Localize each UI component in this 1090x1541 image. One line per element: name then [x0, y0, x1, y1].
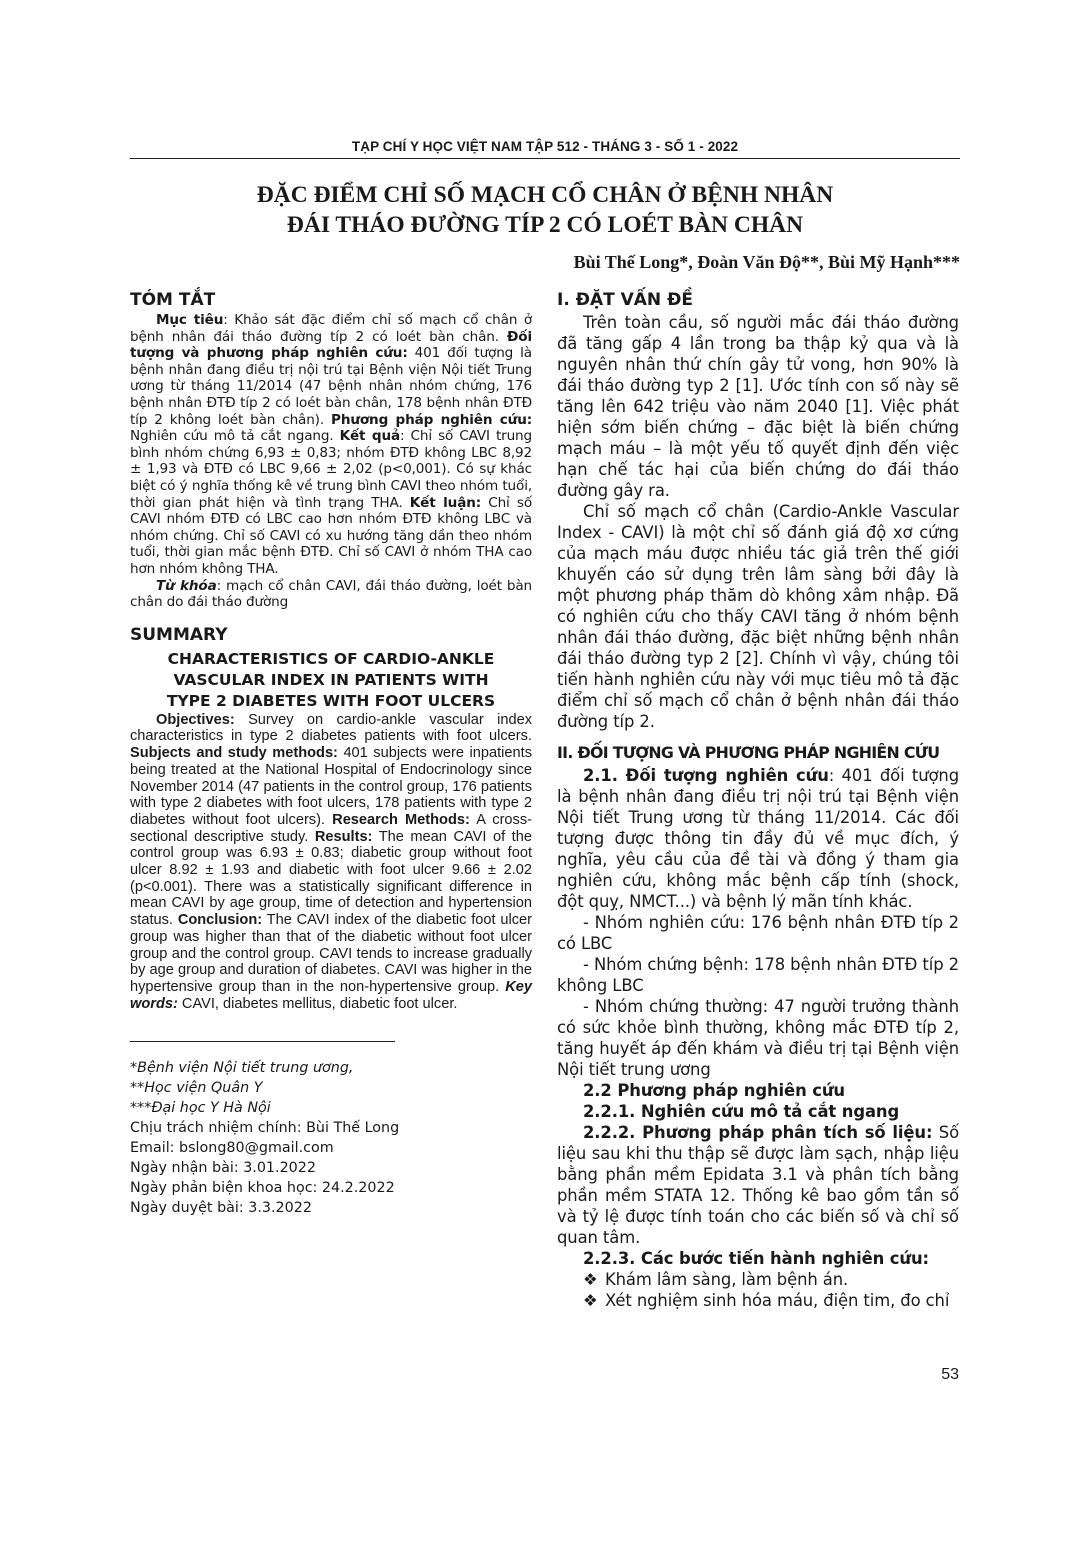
methods-label: Phương pháp nghiên cứu: — [331, 411, 533, 428]
section-2-heading: II. ĐỐI TƯỢNG VÀ PHƯƠNG PHÁP NGHIÊN CỨU — [557, 743, 940, 762]
summary-heading: SUMMARY — [130, 624, 228, 645]
summary-paragraph — [130, 712, 532, 1013]
diamond-bullet-icon: ❖ — [583, 1291, 598, 1310]
article-title — [130, 180, 960, 240]
diamond-bullet-icon: ❖ — [583, 1270, 598, 1289]
subjects-text: 401 đối tượng là bệnh nhân đang điều trị nội trú tại Bệnh viện Nội tiết Trung ương từ tháng 11/2014 (47 bệnh nhân nhóm chứng, 176 bệnh nhân ĐTĐ típ 2 có loét bàn chân, 178 bệnh nhân ĐTĐ típ 2 không loét bàn chân). — [130, 345, 532, 428]
section-1-paragraph-1: Trên toàn cầu, số người mắc đái tháo đường đã tăng gấp 4 lần trong ba thập kỷ qua và là nguyên nhân thứ chín gây tử vong, hơn 90% là đái tháo đường typ 2 [1]. Ước tính con số này sẽ tăng lên 642 triệu vào năm 2040 [1]. Việc phát hiện sớm biến chứng – đặc biệt là biến chứng mạch máu – là một yếu tố quyết định đến việc hạn chế tác hại của biến chứng do đái tháo đường gây ra. — [557, 313, 959, 500]
summary-title — [130, 649, 532, 712]
methods-text: Nghiên cứu mô tả cắt ngang. — [130, 428, 334, 445]
keywords-en-text: CAVI, diabetes mellitus, diabetic foot ulcer. — [177, 995, 458, 1012]
keywords-vi-paragraph — [130, 578, 532, 611]
step-2-text: Xét nghiệm sinh hóa máu, điện tim, đo chỉ — [605, 1291, 950, 1310]
step-bullet-2 — [557, 1290, 959, 1311]
objectives-text: Survey on cardio-ankle vascular index characteristics in type 2 diabetes patients with foot ulcers. — [130, 711, 532, 745]
step-1-text: Khám lâm sàng, làm bệnh án. — [605, 1270, 849, 1289]
keywords-vi-text: : mạch cổ chân CAVI, đái tháo đường, loét bàn chân do đái tháo đường — [130, 577, 532, 611]
section-2-1-text: : 401 đối tượng là bệnh nhân đang điều trị nội trú tại Bệnh viện Nội tiết Trung ương từ tháng 11/2014. Các đối tượng được thông tin đầy đủ về mục đích, ý nghĩa, yêu cầu của đề tài và đồng ý tham gia nghiên cứu, không mắc bệnh cấp tính (shock, đột quỵ, NMCT...) và bệnh lý mãn tính khác. — [557, 766, 959, 911]
results-label: Kết quả — [339, 428, 401, 445]
keywords-en-label: Key words: — [130, 978, 532, 1012]
email: Email: bslong80@gmail.com — [130, 1140, 334, 1157]
author-list: Bùi Thế Long*, Đoàn Văn Độ**, Bùi Mỹ Hạnh*** — [573, 252, 960, 272]
group-3-text: Nhóm chứng thường: 47 người trưởng thành có sức khỏe bình thường, không mắc ĐTĐ típ 2, tăng huyết áp đến khám và điều trị tại Bệnh viện Nội tiết trung ương — [557, 997, 959, 1079]
subjects-label: Đối tượng và phương pháp nghiên cứu: — [130, 328, 532, 362]
section-2-1-paragraph — [557, 765, 959, 912]
group-2-dash: - — [583, 955, 589, 974]
group-1-dash: - — [583, 913, 589, 932]
title-line-2: ĐÁI THÁO ĐƯỜNG TÍP 2 CÓ LOÉT BÀN CHÂN — [286, 212, 804, 238]
objective-label: Mục tiêu — [156, 312, 224, 328]
footnotes — [130, 1058, 532, 1218]
affiliation-2: **Học viện Quân Y — [130, 1080, 263, 1097]
reviewed-date: Ngày phản biện khoa học: 24.2.2022 — [130, 1180, 395, 1197]
abstract-vi-heading: TÓM TẮT — [130, 290, 216, 310]
keywords-vi-label: Từ khóa — [156, 577, 217, 594]
group-2-text: Nhóm chứng bệnh: 178 bệnh nhân ĐTĐ típ 2 không LBC — [557, 955, 959, 995]
objective-text: : Khảo sát đặc điểm chỉ số mạch cổ chân ở bệnh nhân đái tháo đường típ 2 có loét bàn chân. — [130, 312, 533, 345]
section-2-body — [557, 765, 959, 1311]
objectives-label: Objectives: — [156, 711, 235, 728]
conclusion-text: Chỉ số CAVI nhóm ĐTĐ có LBC cao hơn nhóm ĐTĐ không LBC và nhóm chứng. Chỉ số CAVI có xu hướng tăng dần theo nhóm tuổi, thời gian mắc bệnh ĐTĐ. Chỉ số CAVI ở nhóm THA cao hơn nhóm không THA. — [130, 494, 532, 577]
group-1-item — [557, 912, 959, 954]
page-number: 53 — [941, 1366, 959, 1383]
group-2-item — [557, 954, 959, 996]
summary-title-line-3: TYPE 2 DIABETES WITH FOOT ULCERS — [166, 691, 496, 710]
group-3-dash: - — [583, 997, 589, 1016]
section-2-2-2-text: Số liệu sau khi thu thập sẽ được làm sạch, nhập liệu bằng phần mềm Epidata 3.1 và phân tích bằng phần mềm STATA 12. Thống kê bao gồm tần số và tỷ lệ được tính toán cho các biến số và chỉ số quan tâm. — [557, 1123, 960, 1247]
section-2-2-heading: 2.2 Phương pháp nghiên cứu — [583, 1081, 845, 1100]
section-2-2-3-heading: 2.2.3. Các bước tiến hành nghiên cứu: — [583, 1249, 930, 1268]
methods-en-label: Research Methods: — [332, 811, 470, 828]
section-2-2-2-label: 2.2.2. Phương pháp phân tích số liệu: — [583, 1123, 933, 1142]
abstract-vi-body — [130, 312, 532, 611]
results-en-label: Results: — [314, 828, 373, 845]
summary-title-line-2: VASCULAR INDEX IN PATIENTS WITH — [173, 670, 489, 689]
header-rule — [130, 158, 960, 159]
accepted-date: Ngày duyệt bài: 3.3.2022 — [130, 1200, 312, 1217]
results-text: : Chỉ số CAVI trung bình nhóm chứng 6,93 ± 0,83; nhóm ĐTĐ không LBC 8,92 ± 1,93 và ĐTĐ có LBC 9,66 ± 2,02 (p<0,001). Có sự khác biệt có ý nghĩa thống kê về trung bình CAVI theo nhóm tuổi, thời gian phát hiện và tình trạng THA. — [130, 428, 532, 511]
section-2-2-2-paragraph — [557, 1122, 959, 1248]
received-date: Ngày nhận bài: 3.01.2022 — [130, 1160, 316, 1177]
summary-body — [130, 712, 532, 1013]
affiliation-1: *Bệnh viện Nội tiết trung ương, — [130, 1060, 354, 1077]
results-en-text: The mean CAVI of the control group was 6.93 ± 0.83; diabetic group without foot ulcer 8.92 ± 1.93 and diabetic with foot ulcer 9.66 ± 2.02 (p<0.001). There was a statistically significant difference in mean CAVI by age group, time of detection and hypertension status. — [130, 828, 532, 929]
affiliation-3: ***Đại học Y Hà Nội — [130, 1100, 271, 1117]
section-1-body — [557, 312, 959, 732]
group-1-text: Nhóm nghiên cứu: 176 bệnh nhân ĐTĐ típ 2 có LBC — [557, 913, 959, 953]
running-head: TẠP CHÍ Y HỌC VIỆT NAM TẬP 512 - THÁNG 3 - SỐ 1 - 2022 — [351, 139, 739, 154]
group-3-item — [557, 996, 959, 1080]
title-line-1: ĐẶC ĐIỂM CHỈ SỐ MẠCH CỔ CHÂN Ở BỆNH NHÂN — [256, 182, 834, 208]
footnote-rule — [130, 1041, 395, 1042]
step-bullet-1 — [557, 1269, 959, 1290]
conclusion-label: Kết luận: — [409, 494, 482, 511]
responsible-author: Chịu trách nhiệm chính: Bùi Thế Long — [130, 1120, 400, 1137]
section-1-paragraph-2: Chỉ số mạch cổ chân (Cardio-Ankle Vascular Index - CAVI) là một chỉ số đánh giá độ xơ cứng của mạch máu được nhiều tác giả trên thế giới khuyến cáo sử dụng trên lâm sàng bởi đây là một phương pháp thăm dò không xâm nhập. Đã có nghiên cứu cho thấy CAVI tăng ở nhóm bệnh nhân đái tháo đường, đặc biệt những bệnh nhân đái tháo đường typ 2 [2]. Chính vì vậy, chúng tôi tiến hành nghiên cứu này với mục tiêu mô tả đặc điểm chỉ số mạch cổ chân ở bệnh nhân đái tháo đường típ 2. — [557, 502, 959, 731]
methods-en-text: A cross-sectional descriptive study. — [130, 811, 532, 845]
subjects-en-text: 401 subjects were inpatients being treated at the National Hospital of Endocrinology since November 2014 (47 patients in the control group, 176 patients with type 2 diabetes with foot ulcers, 178 patients with type 2 diabetes without foot ulcers). — [130, 745, 532, 828]
left-column — [130, 288, 532, 1218]
right-column — [557, 288, 959, 1311]
summary-title-line-1: CHARACTERISTICS OF CARDIO-ANKLE — [167, 649, 495, 668]
section-1-heading: I. ĐẶT VẤN ĐỀ — [557, 290, 693, 310]
section-2-1-label: 2.1. Đối tượng nghiên cứu — [583, 766, 829, 785]
conclusion-en-text: The CAVI index of the diabetic foot ulcer group was higher than that of the diabetic without foot ulcer group and the control group. CAVI tends to increase gradually by age group and duration of diabetes. CAVI was higher in the hypertensive group than in the non-hypertensive group. — [130, 912, 533, 995]
conclusion-en-label: Conclusion: — [177, 912, 263, 929]
section-2-2-1-heading: 2.2.1. Nghiên cứu mô tả cắt ngang — [583, 1102, 900, 1121]
abstract-vi-paragraph — [130, 312, 532, 578]
subjects-en-label: Subjects and study methods: — [130, 745, 338, 762]
